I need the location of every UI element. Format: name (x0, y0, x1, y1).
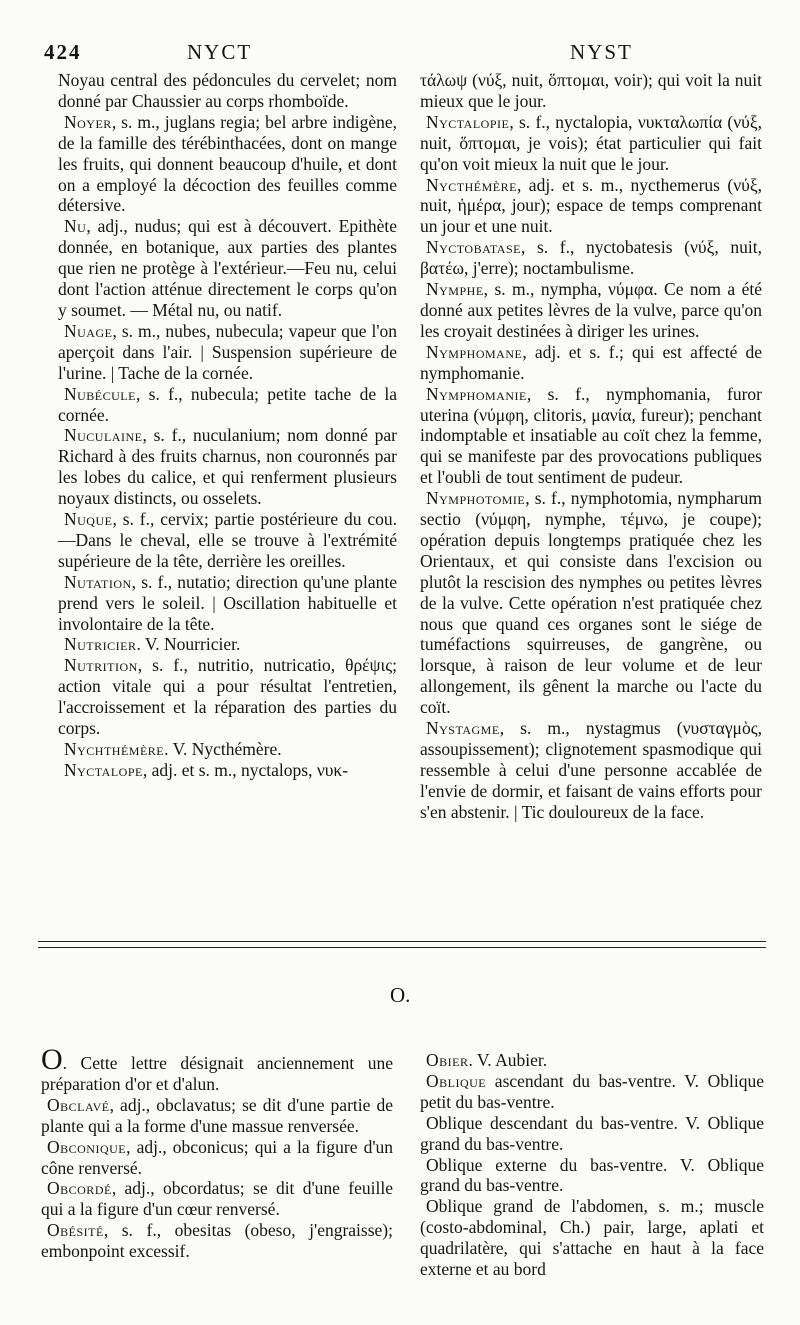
entry: Nu, adj., nudus; qui est à découvert. Epithète donnée, en botanique, aux parties des plantes que rien ne protège à l'extérieur.—Feu nu, celui dont l'action atténue directement le corps qu'on y soumet. — Métal nu, ou natif. (58, 216, 397, 320)
entry: Oblique descendant du bas-ventre. V. Oblique grand du bas-ventre. (420, 1112, 764, 1154)
section-rule-top (38, 941, 766, 942)
entry: Nubécule, s. f., nubecula; petite tache de la cornée. (58, 383, 397, 425)
entry: Nuculaine, s. f., nuculanium; nom donné par Richard à des fruits charnus, non couronnés par les lobes du calice, et qui renferment plusieurs noyaux distincts, ou osselets. (58, 425, 397, 509)
entry: Obclavé, adj., obclavatus; se dit d'une partie de plante qui a la forme d'une massue renversée. (41, 1094, 393, 1136)
column-bottom-left (41, 1043, 393, 1262)
entry: Nychthémère. V. Nycthémère. (64, 739, 282, 759)
entry: Noyau central des pédoncules du cervelet; nom donné par Chaussier au corps rhomboïde. (58, 70, 397, 111)
entry: Oblique grand de l'abdomen, s. m.; muscle (costo-abdominal, Ch.) pair, large, aplati et quadrilatère, qui s'attache en haut à la face externe et au bord (420, 1196, 764, 1280)
entry: Nyctobatase, s. f., nyctobatesis (νύξ, nuit, βατέω, j'erre); noctambulisme. (420, 237, 762, 279)
running-head-right: NYST (570, 40, 633, 64)
column-top-left (58, 70, 397, 781)
entry: Obier. V. Aubier. (426, 1050, 548, 1070)
entry: Nycthémère, adj. et s. m., nycthemerus (νύξ, nuit, ἡμέρα, jour); espace de temps comprenant un jour et une nuit. (420, 174, 762, 237)
entry: Nymphotomie, s. f., nymphotomia, nympharum sectio (νύμφη, nymphe, τέμνω, je coupe); opération depuis longtemps pratiquée chez les Orientaux, et qui consiste dans l'excision ou plutôt la rescision des nymphes ou petites lèvres de la vulve. Cette opération n'est pratiquée chez nous que quand ces organes sont le siége de tuméfactions squirreuses, de gangrène, ou lorsque, à raison de leur volume et de leur allongement, ils gênent la marche ou l'acte du coït. (420, 488, 762, 718)
entry: Nymphe, s. m., nympha, νύμφα. Ce nom a été donné aux petites lèvres de la vulve, parce qu'on les croyait destinées à diriger les urines. (420, 279, 762, 341)
entry: Nutrition, s. f., nutritio, nutricatio, θρέψις; action vitale qui a pour résultat l'entretien, l'accroissement et la réparation des parties du corps. (58, 655, 397, 739)
column-top-right (420, 70, 762, 823)
section-letter-heading: O. (390, 983, 411, 1007)
section-rule-bottom (38, 947, 766, 948)
entry: Nyctalope, adj. et s. m., nyctalops, νυκ- (64, 759, 349, 780)
entry: Obcordé, adj., obcordatus; se dit d'une feuille qui a la figure d'un cœur renversé. (41, 1178, 393, 1220)
entry: Nuque, s. f., cervix; partie postérieure du cou.—Dans le cheval, elle se trouve à l'extrémité supérieure de la tête, derrière les oreilles. (58, 509, 397, 571)
entry: Obésité, s. f., obesitas (obeso, j'engraisse); embonpoint excessif. (41, 1220, 393, 1262)
entry: O. Cette lettre désignait anciennement une préparation d'or et d'alun. (41, 1043, 393, 1094)
page-number: 424 (44, 40, 82, 64)
entry: Nyctalopie, s. f., nyctalopia, νυκταλωπία (νύξ, nuit, ὅπτομαι, je vois); état particulier qui fait qu'on voit mieux la nuit que le jour. (420, 111, 762, 174)
entry: Nuage, s. m., nubes, nubecula; vapeur que l'on aperçoit dans l'air. | Suspension supérieure de l'urine. | Tache de la cornée. (58, 320, 397, 383)
running-head-left: NYCT (187, 40, 253, 64)
column-bottom-right (420, 1050, 764, 1280)
entry: Nymphomane, adj. et s. f.; qui est affecté de nymphomanie. (420, 341, 762, 383)
entry: Nystagme, s. m., nystagmus (νυσταγμὸς, assoupissement); clignotement spasmodique qui ressemble à celui d'une personne accablée de l'envie de dormir, et faisant de vains efforts pour s'en abstenir. | Tic douloureux de la face. (420, 718, 762, 822)
entry: τάλωψ (νύξ, nuit, ὅπτομαι, voir); qui voit la nuit mieux que le jour. (420, 70, 762, 111)
entry: Nutricier. V. Nourricier. (64, 634, 241, 655)
entry: Nutation, s. f., nutatio; direction qu'une plante prend vers le soleil. | Oscillation habituelle et involontaire de la tête. (58, 571, 397, 634)
entry: Oblique externe du bas-ventre. V. Oblique grand du bas-ventre. (420, 1154, 764, 1196)
entry: Obconique, adj., obconicus; qui a la figure d'un cône renversé. (41, 1136, 393, 1178)
page-header (40, 40, 780, 70)
entry: Noyer, s. m., juglans regia; bel arbre indigène, de la famille des térébinthacées, dont on mange les fruits, qui donnent beaucoup d'huile, et dont on a employé la décoction des feuilles comme détersive. (58, 111, 397, 216)
entry: Nymphomanie, s. f., nymphomania, furor uterina (νύμφη, clitoris, μανία, fureur); penchant indomptable et insatiable au coït chez la femme, qui se manifeste par des provocations publiques et l'oubli de tout sentiment de pudeur. (420, 383, 762, 488)
entry: Oblique ascendant du bas-ventre. V. Oblique petit du bas-ventre. (420, 1070, 764, 1112)
